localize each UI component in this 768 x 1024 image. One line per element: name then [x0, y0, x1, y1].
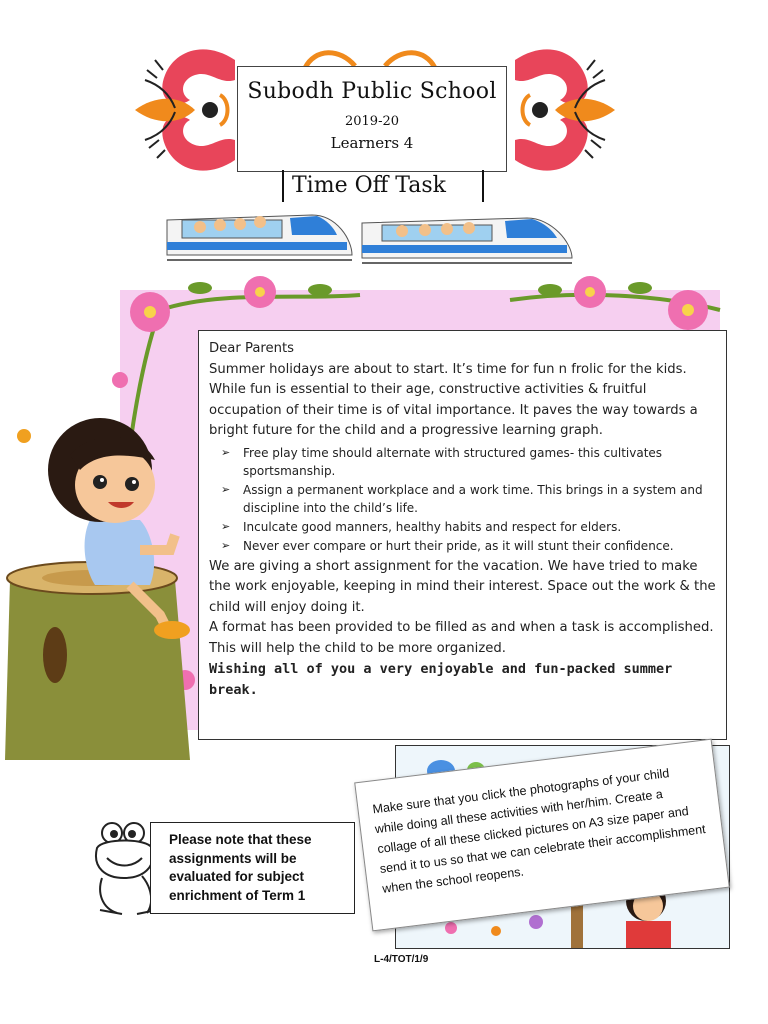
evaluation-note-text: Please note that these assignments will be evaluated for subject enrichment of Term 1	[169, 832, 312, 903]
header-title-box	[237, 66, 507, 172]
task-title: Time Off Task	[282, 170, 484, 202]
list-item	[221, 444, 716, 480]
decorative-ornament-left	[135, 40, 245, 180]
letter-intro: Summer holidays are about to start. It’s time for fun n frolic for the kids. While fun is essential to their age, constructive activities & fruitful occupation of their time is of vital importance. It paves the way towards a bright future for the child and a progressive learning graph.	[209, 361, 698, 438]
arrow-bullet-icon: ➢	[221, 482, 231, 496]
photo-collage-note-text: Make sure that you click the photographs of your child while doing all these activities with her/him. Create a collage of all these clicked pictures on A3 size paper and send it to us so that we can celebrate their accomplishment when the school reopens.	[371, 766, 707, 896]
academic-year: 2019-20	[344, 114, 400, 129]
list-item	[221, 481, 716, 517]
arrow-bullet-icon: ➢	[221, 519, 231, 533]
class-label: Learners 4	[330, 134, 414, 152]
list-item-text: Assign a permanent workplace and a work time. This brings in a system and discipline into the child’s life.	[243, 482, 703, 515]
letter-wishes: Wishing all of you a very enjoyable and fun-packed summer break.	[209, 661, 673, 698]
letter-format-paragraph: A format has been provided to be filled as and when a task is accomplished. This will help the child to be more organized.	[209, 620, 714, 656]
letter-assignment-paragraph: We are giving a short assignment for the vacation. We have tried to make the work enjoyable, keeping in mind their interest. Space out the work & the child will enjoy doing it.	[209, 558, 716, 615]
decorative-ornament-right	[505, 40, 615, 180]
arrow-bullet-icon: ➢	[221, 445, 231, 459]
list-item-text: Never ever compare or hurt their pride, as it will stunt their confidence.	[243, 538, 674, 553]
evaluation-note	[150, 822, 355, 914]
guidelines-list	[209, 444, 716, 555]
arrow-bullet-icon: ➢	[221, 538, 231, 552]
girl-on-tree-stump-illustration	[0, 400, 200, 770]
letter-greeting: Dear Parents	[209, 341, 295, 356]
bullet-trains-illustration	[162, 200, 582, 268]
list-item-text: Free play time should alternate with structured games- this cultivates sportsmanship.	[243, 445, 663, 478]
letter-to-parents	[198, 330, 727, 740]
list-item-text: Inculcate good manners, healthy habits and respect for elders.	[243, 519, 622, 534]
school-name: Subodh Public School	[247, 79, 497, 104]
list-item	[221, 537, 716, 555]
document-code: L-4/TOT/1/9	[374, 954, 429, 965]
list-item	[221, 518, 716, 536]
